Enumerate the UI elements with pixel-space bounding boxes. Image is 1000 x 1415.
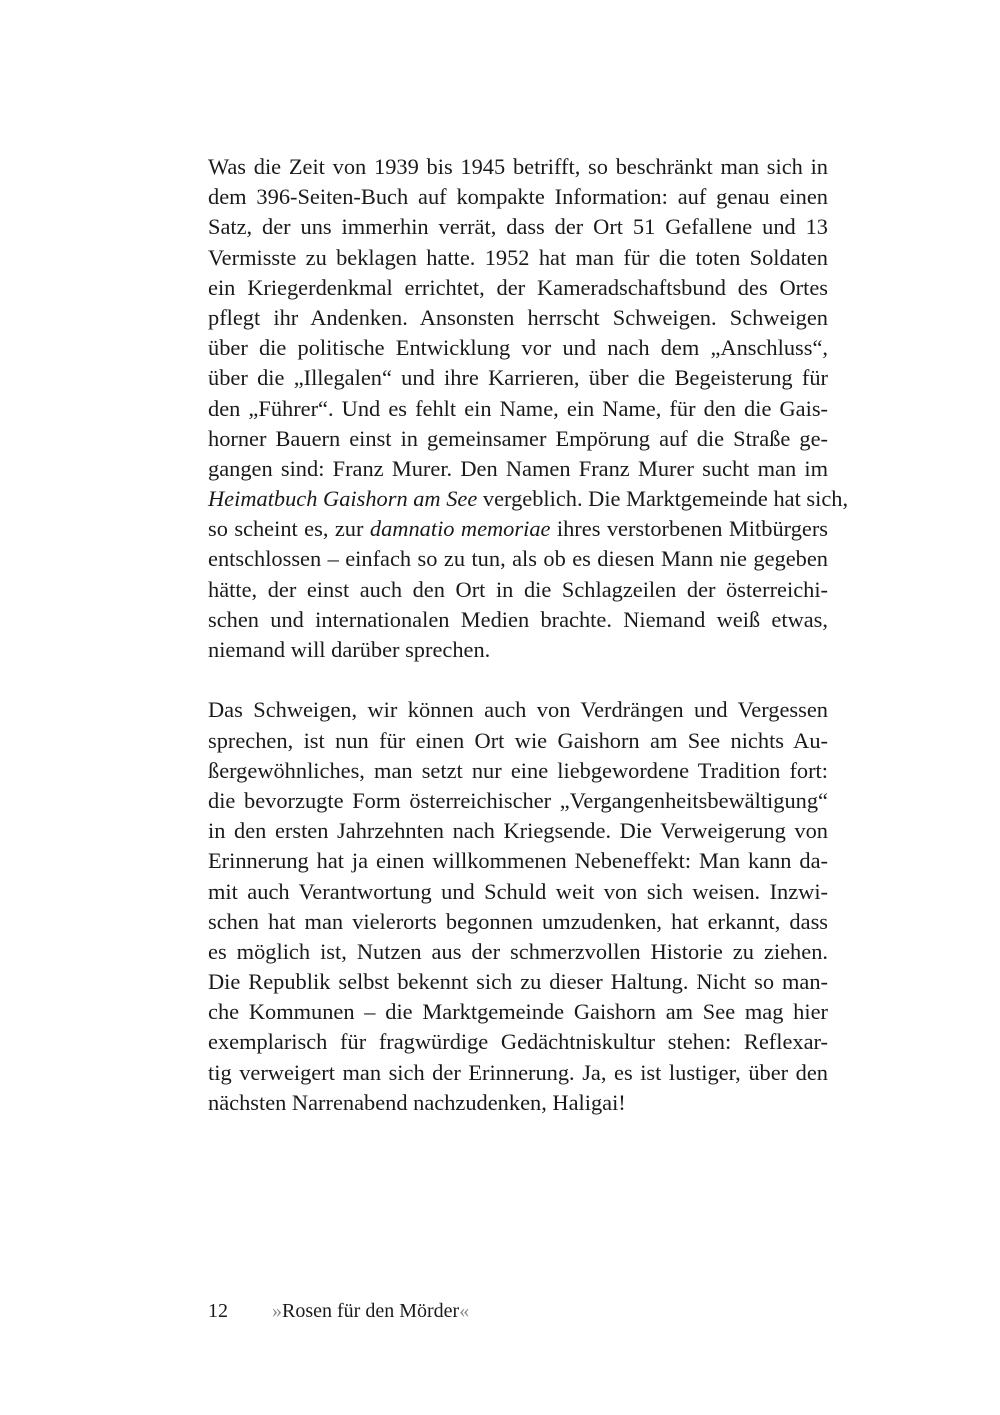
- text-line: [208, 1058, 828, 1088]
- text-segment: ein Kriegerdenkmal errichtet, der Kameradschaftsbund des Ortes: [208, 274, 828, 300]
- text-segment: in den ersten Jahrzehnten nach Kriegsende. Die Verweigerung von: [208, 818, 828, 844]
- text-line: [208, 695, 828, 725]
- text-segment: pflegt ihr Andenken. Ansonsten herrscht Schweigen. Schweigen: [208, 304, 828, 330]
- text-segment: Was die Zeit von 1939 bis 1945 betrifft, so beschränkt man sich in: [208, 154, 828, 179]
- text-segment: die bevorzugte Form österreichischer „Vergangenheitsbewältigung“: [208, 787, 828, 813]
- text-segment: dem 396-Seiten-Buch auf kompakte Information: auf genau einen: [208, 184, 828, 210]
- text-segment: Satz, der uns immerhin verrät, dass der Ort 51 Gefallene und 13: [208, 214, 828, 240]
- text-segment: niemand will darüber sprechen.: [208, 637, 491, 662]
- text-segment: so scheint es, zur: [208, 516, 370, 542]
- text-line: [208, 454, 828, 484]
- text-line: [208, 514, 828, 544]
- text-line: [208, 997, 828, 1027]
- text-segment: ßergewöhnliches, man setzt nur eine liebgewordene Tradition fort:: [208, 757, 828, 783]
- text-line: [208, 907, 828, 937]
- text-line: [208, 877, 828, 907]
- text-segment: mit auch Verantwortung und Schuld weit von sich weisen. Inzwi-: [208, 878, 828, 904]
- text-segment: über die politische Entwicklung vor und nach dem „Anschluss“,: [208, 335, 828, 361]
- text-segment: ihres verstorbenen Mitbürgers: [550, 516, 828, 542]
- page-number: 12: [208, 1300, 228, 1322]
- text-line: [208, 273, 828, 303]
- text-line: [208, 303, 828, 333]
- text-line: [208, 424, 828, 454]
- paragraph: [208, 695, 828, 1118]
- page-footer: [208, 1298, 469, 1324]
- text-segment: vergeblich. Die Marktgemeinde hat sich,: [477, 486, 849, 512]
- text-segment: nächsten Narrenabend nachzudenken, Haligai!: [208, 1089, 626, 1115]
- text-line: [208, 544, 828, 574]
- text-line: [208, 635, 828, 665]
- text-line: [208, 333, 828, 363]
- text-line: [208, 243, 828, 273]
- running-title: [272, 1300, 469, 1322]
- text-segment: über die „Illegalen“ und ihre Karrieren, über die Begeisterung für: [208, 365, 828, 391]
- italic-title: Heimatbuch Gaishorn am See: [208, 486, 478, 512]
- text-line: [208, 967, 828, 997]
- text-segment: tig verweigert man sich der Erinnerung. Ja, es ist lustiger, über den: [208, 1059, 828, 1085]
- text-line: [208, 182, 828, 212]
- paragraph: [208, 152, 849, 665]
- text-segment: Vermisste zu beklagen hatte. 1952 hat man für die toten Soldaten: [208, 244, 828, 270]
- text-segment: che Kommunen – die Marktgemeinde Gaishorn am See mag hier: [208, 999, 828, 1025]
- text-segment: sprechen, ist nun für einen Ort wie Gaishorn am See nichts Au-: [208, 727, 828, 753]
- text-segment: schen und internationalen Medien brachte. Niemand weiß etwas,: [208, 606, 828, 632]
- text-line: [208, 756, 828, 786]
- text-line: [208, 575, 828, 605]
- text-line: [208, 786, 828, 816]
- guillemet-close: «: [459, 1300, 470, 1322]
- text-segment: horner Bauern einst in gemeinsamer Empörung auf die Straße ge-: [208, 425, 828, 451]
- text-line: [208, 1027, 828, 1057]
- text-segment: Erinnerung hat ja einen willkommenen Nebeneffekt: Man kann da-: [208, 848, 828, 874]
- text-segment: gangen sind: Franz Murer. Den Namen Franz Murer sucht man im: [208, 455, 828, 481]
- text-line: [208, 937, 828, 967]
- running-title-text: Rosen für den Mörder: [282, 1300, 460, 1322]
- text-line: [208, 363, 828, 393]
- text-line: [208, 605, 828, 635]
- text-segment: hätte, der einst auch den Ort in die Schlagzeilen der österreichi-: [208, 576, 828, 602]
- text-segment: Das Schweigen, wir können auch von Verdrängen und Vergessen: [208, 697, 828, 723]
- paragraph-gap: [208, 665, 828, 695]
- body-text: [208, 152, 849, 1118]
- text-line: [208, 484, 849, 514]
- text-line: [208, 726, 828, 756]
- text-line: [208, 816, 828, 846]
- text-segment: den „Führer“. Und es fehlt ein Name, ein Name, für den die Gais-: [208, 395, 828, 421]
- text-segment: entschlossen – einfach so zu tun, als ob es diesen Mann nie gegeben: [208, 546, 828, 572]
- text-segment: schen hat man vielerorts begonnen umzudenken, hat erkannt, dass: [208, 908, 828, 934]
- text-line: [208, 152, 828, 182]
- text-line: [208, 394, 828, 424]
- text-segment: es möglich ist, Nutzen aus der schmerzvollen Historie zu ziehen.: [208, 938, 828, 964]
- text-segment: exemplarisch für fragwürdige Gedächtniskultur stehen: Reflexar-: [208, 1029, 828, 1055]
- text-segment: Die Republik selbst bekennt sich zu dieser Haltung. Nicht so man-: [208, 969, 828, 995]
- guillemet-open: »: [272, 1300, 282, 1322]
- italic-title: damnatio memoriae: [369, 516, 551, 542]
- text-line: [208, 846, 828, 876]
- text-line: [208, 212, 828, 242]
- text-line: [208, 1088, 828, 1118]
